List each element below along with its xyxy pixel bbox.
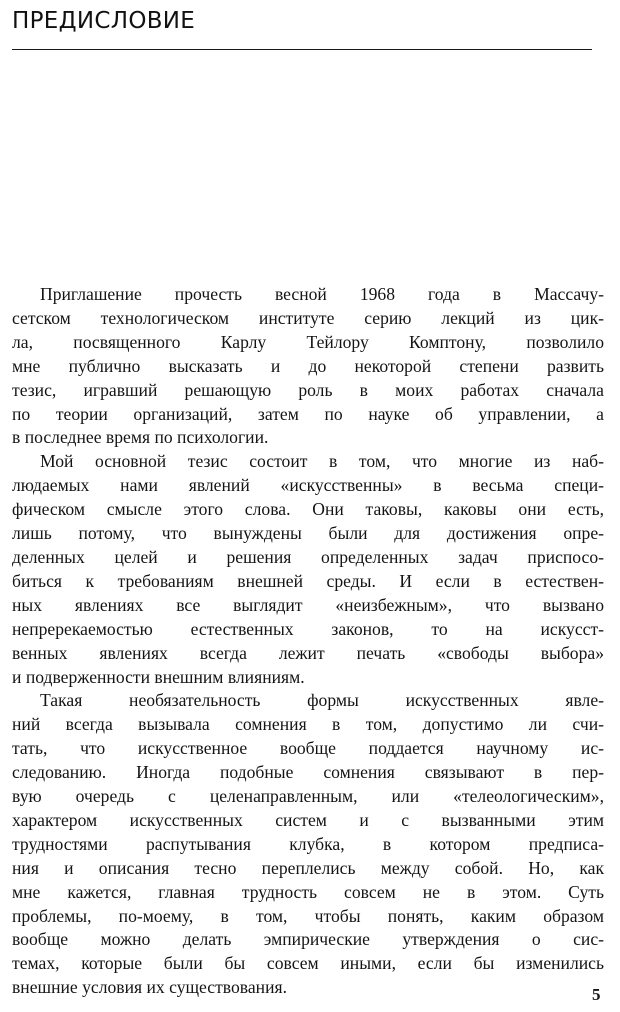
- page-number: 5: [592, 985, 601, 1004]
- text-line: деленных целей и решения определенных задач приспосо-: [12, 546, 604, 567]
- text-line: вообще можно делать эмпирические утверждения о сис-: [12, 929, 604, 950]
- text-line: людаемых нами явлений «искусственны» в весьма специ-: [12, 475, 604, 496]
- text-line: вую очередь с целенаправленным, или «телеологическим»,: [12, 786, 604, 807]
- text-line: лишь потому, что вынуждены были для достижения опре-: [12, 523, 604, 544]
- text-line: биться к требованиям внешней среды. И если в естествен-: [12, 570, 604, 591]
- heading-rule: [12, 49, 592, 50]
- preface-body: [12, 283, 604, 1000]
- text-line: тезис, игравший решающую роль в моих работах сначала: [12, 379, 604, 400]
- text-line: ла, посвященного Карлу Тейлору Комптону, позволило: [12, 331, 604, 352]
- paragraph: [12, 689, 604, 1000]
- text-line: темах, которые были бы совсем иными, если бы изменились: [12, 953, 604, 974]
- text-line: следованию. Иногда подобные сомнения связывают в пер-: [12, 762, 604, 783]
- text-line: проблемы, по-моему, в том, чтобы понять, каким образом: [12, 905, 604, 926]
- text-line: непререкаемостью естественных законов, то на искусст-: [12, 618, 604, 639]
- text-line: и подверженности внешним влияниям.: [12, 666, 305, 687]
- text-line: Такая необязательность формы искусственных явле-: [40, 690, 604, 711]
- text-line: по теории организаций, затем по науке об управлении, а: [12, 403, 604, 424]
- text-line: внешние условия их существования.: [12, 977, 287, 998]
- chapter-heading: ПРЕДИСЛОВИЕ: [12, 8, 196, 34]
- text-line: мне кажется, главная трудность совсем не в этом. Суть: [12, 881, 604, 902]
- text-line: тать, что искусственное вообще поддается научному ис-: [12, 738, 604, 759]
- text-line: характером искусственных систем и с вызванными этим: [12, 809, 604, 830]
- text-line: Мой основной тезис состоит в том, что многие из наб-: [40, 451, 604, 472]
- text-line: фическом смысле этого слова. Они таковы, каковы они есть,: [12, 499, 604, 520]
- text-line: сетском технологическом институте серию лекций из цик-: [12, 307, 604, 328]
- text-line: ний всегда вызывала сомнения в том, допустимо ли счи-: [12, 714, 604, 735]
- text-line: в последнее время по психологии.: [12, 427, 269, 448]
- text-line: ных явлениях все выглядит «неизбежным», что вызвано: [12, 594, 604, 615]
- paragraph: [12, 450, 604, 689]
- paragraph: [12, 283, 604, 450]
- text-line: мне публично высказать и до некоторой степени развить: [12, 355, 604, 376]
- text-line: трудностями распутывания клубка, в котором предписа-: [12, 833, 604, 854]
- text-line: ния и описания тесно переплелись между собой. Но, как: [12, 857, 604, 878]
- text-line: Приглашение прочесть весной 1968 года в Массачу-: [40, 284, 604, 304]
- text-line: венных явлениях всегда лежит печать «свободы выбора»: [12, 642, 604, 663]
